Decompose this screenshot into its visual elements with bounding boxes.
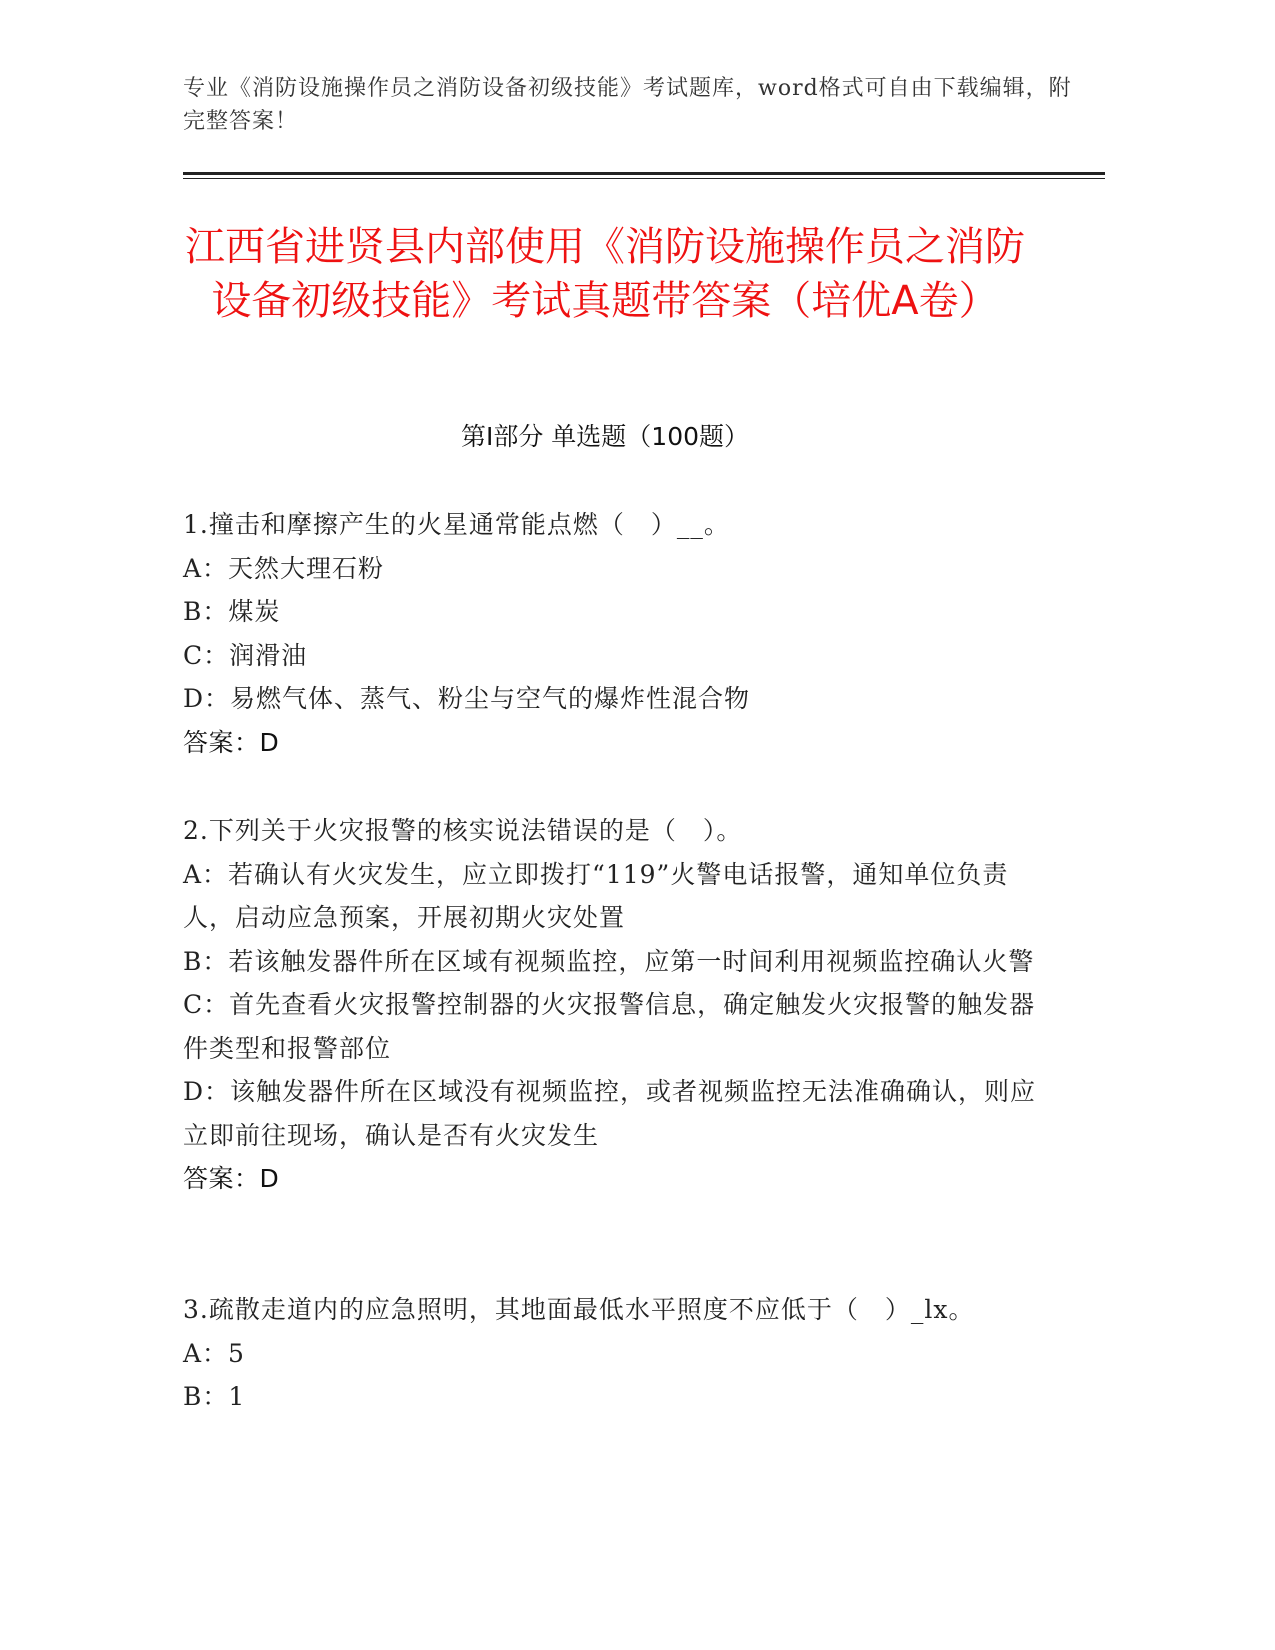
section-heading: 第I部分 单选题（100题） xyxy=(460,422,750,451)
option-c: C：首先查看火灾报警控制器的火灾报警信息，确定触发火灾报警的触发器件类型和报警部位 xyxy=(183,990,1036,1063)
question-stem: 3.疏散走道内的应急照明，其地面最低水平照度不应低于（ ）_lx。 xyxy=(183,1295,975,1324)
header-note: 专业《消防设施操作员之消防设备初级技能》考试题库，word格式可自由下载编辑，附完整答案！ xyxy=(183,76,1072,134)
question-stem: 1.撞击和摩擦产生的火星通常能点燃（ ）__。 xyxy=(183,510,730,539)
question-stem: 2.下列关于火灾报警的核实说法错误的是（ ）。 xyxy=(183,816,743,845)
header-divider-thin xyxy=(183,178,1105,179)
header-divider-thick xyxy=(183,172,1105,175)
option-b: B：若该触发器件所在区域有视频监控，应第一时间利用视频监控确认火警 xyxy=(183,946,1035,976)
answer: 答案：D xyxy=(183,1164,280,1193)
question-2 xyxy=(183,809,1043,1201)
option-a: A：5 xyxy=(183,1338,245,1368)
question-1 xyxy=(183,503,1043,764)
option-c: C：润滑油 xyxy=(183,640,308,670)
option-a: A：天然大理石粉 xyxy=(183,553,385,583)
option-a: A：若确认有火灾发生，应立即拨打“119”火警电话报警，通知单位负责人，启动应急预案，开展初期火灾处置 xyxy=(183,859,1009,932)
option-d: D：该触发器件所在区域没有视频监控，或者视频监控无法准确确认，则应立即前往现场，确认是否有火灾发生 xyxy=(183,1077,1037,1150)
option-b: B：煤炭 xyxy=(183,597,281,626)
answer: 答案：D xyxy=(183,727,280,757)
document-title: 江西省进贤县内部使用《消防设施操作员之消防设备初级技能》考试真题带答案（培优A卷） xyxy=(185,224,1025,324)
question-3 xyxy=(183,1288,1043,1419)
option-b: B：1 xyxy=(183,1382,246,1411)
option-d: D：易燃气体、蒸气、粉尘与空气的爆炸性混合物 xyxy=(183,684,751,713)
